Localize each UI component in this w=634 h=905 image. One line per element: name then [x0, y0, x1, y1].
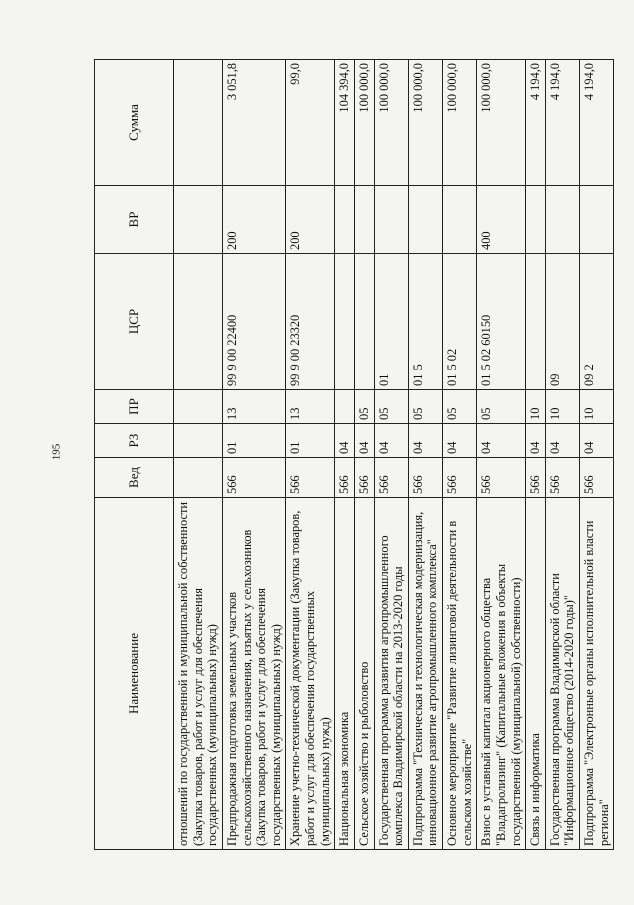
cell-rz: 01	[222, 424, 286, 458]
table-row	[526, 60, 546, 850]
cell-pr: 10	[545, 390, 579, 424]
cell-vr	[354, 186, 374, 254]
page-number: 195	[50, 443, 63, 461]
cell-ved: 566	[443, 458, 477, 498]
table-row	[286, 60, 335, 850]
cell-rz: 04	[545, 424, 579, 458]
table-header-row	[95, 60, 174, 850]
cell-name: Государственная программа Владимирской области "Информационное общество (2014-2020 годы)"	[545, 498, 579, 850]
cell-pr: 05	[477, 390, 526, 424]
cell-sum: 104 394,0	[335, 60, 355, 186]
cell-ved: 566	[374, 458, 408, 498]
cell-name: Сельское хозяйство и рыболовство	[354, 498, 374, 850]
cell-csr: 01 5	[408, 254, 442, 390]
cell-rz: 04	[580, 424, 614, 458]
cell-pr	[335, 390, 355, 424]
cell-rz: 04	[354, 424, 374, 458]
cell-vr	[526, 186, 546, 254]
cell-vr: 200	[286, 186, 335, 254]
cell-sum: 100 000,0	[374, 60, 408, 186]
cell-csr: 09	[545, 254, 579, 390]
cell-pr: 10	[580, 390, 614, 424]
table-row	[335, 60, 355, 850]
cell-ved: 566	[286, 458, 335, 498]
cell-csr	[335, 254, 355, 390]
cell-vr	[408, 186, 442, 254]
cell-pr: 13	[286, 390, 335, 424]
cell-name: Национальная экономика	[335, 498, 355, 850]
cell-name: Связь и информатика	[526, 498, 546, 850]
cell-sum: 3 051,8	[222, 60, 286, 186]
cell-sum: 99,0	[286, 60, 335, 186]
cell-csr: 01 5 02	[443, 254, 477, 390]
cell-vr: 400	[477, 186, 526, 254]
cell-rz: 04	[526, 424, 546, 458]
cell-sum: 100 000,0	[354, 60, 374, 186]
cell-csr: 99 9 00 23320	[286, 254, 335, 390]
cell-ved: 566	[222, 458, 286, 498]
cell-ved: 566	[335, 458, 355, 498]
cell-pr: 13	[222, 390, 286, 424]
cell-rz: 04	[335, 424, 355, 458]
cell-sum: 100 000,0	[477, 60, 526, 186]
header-name: Наименование	[95, 498, 174, 850]
header-pr: ПР	[95, 390, 174, 424]
cell-vr	[545, 186, 579, 254]
budget-table	[94, 59, 614, 850]
cell-vr: 200	[222, 186, 286, 254]
cell-pr: 05	[408, 390, 442, 424]
table-row	[477, 60, 526, 850]
cell-csr	[526, 254, 546, 390]
table-row	[174, 60, 223, 850]
cell-name: Взнос в уставный капитал акционерного общества "Владагролизинг" (Капитальные вложения в объекты государственной (муниципальной) собственности)	[477, 498, 526, 850]
cell-vr	[580, 186, 614, 254]
table-row	[443, 60, 477, 850]
cell-sum: 4 194,0	[545, 60, 579, 186]
cell-csr: 99 9 00 22400	[222, 254, 286, 390]
table-row	[580, 60, 614, 850]
cell-vr	[174, 186, 223, 254]
cell-sum: 4 194,0	[526, 60, 546, 186]
cell-csr: 01	[374, 254, 408, 390]
cell-rz: 04	[477, 424, 526, 458]
cell-rz: 04	[408, 424, 442, 458]
cell-vr	[374, 186, 408, 254]
cell-sum: 100 000,0	[443, 60, 477, 186]
cell-name: отношений по государственной и муниципальной собственности (Закупка товаров, работ и услуг для обеспечения государственных (муниципальных) нужд)	[174, 498, 223, 850]
cell-rz: 04	[443, 424, 477, 458]
cell-pr: 05	[443, 390, 477, 424]
table-row	[354, 60, 374, 850]
cell-csr: 09 2	[580, 254, 614, 390]
cell-ved: 566	[408, 458, 442, 498]
table-row	[222, 60, 286, 850]
cell-ved: 566	[477, 458, 526, 498]
cell-vr	[335, 186, 355, 254]
cell-pr	[174, 390, 223, 424]
cell-ved	[174, 458, 223, 498]
cell-pr: 05	[354, 390, 374, 424]
cell-name: Предпродажная подготовка земельных участков сельскохозяйственного назначения, изъятых у сельхозников (Закупка товаров, работ и услуг для обеспечения государственных (муниципальных) нужд)	[222, 498, 286, 850]
cell-sum: 100 000,0	[408, 60, 442, 186]
table-row	[545, 60, 579, 850]
cell-rz	[174, 424, 223, 458]
cell-csr	[174, 254, 223, 390]
table-row	[374, 60, 408, 850]
table-row	[408, 60, 442, 850]
cell-name: Государственная программа развития агропромышленного комплекса Владимирской области на 2013-2020 годы	[374, 498, 408, 850]
rotated-page-content	[94, 60, 611, 850]
cell-rz: 01	[286, 424, 335, 458]
cell-sum	[174, 60, 223, 186]
cell-name: Подпрограмма "Техническая и технологическая модернизация, инновационное развитие агропромышленного комплекса"	[408, 498, 442, 850]
cell-csr: 01 5 02 60150	[477, 254, 526, 390]
cell-pr: 10	[526, 390, 546, 424]
cell-vr	[443, 186, 477, 254]
header-ved: Вед	[95, 458, 174, 498]
cell-ved: 566	[354, 458, 374, 498]
cell-sum: 4 194,0	[580, 60, 614, 186]
cell-rz: 04	[374, 424, 408, 458]
header-csr: ЦСР	[95, 254, 174, 390]
header-rz: РЗ	[95, 424, 174, 458]
cell-name: Основное мероприятие "Развитие лизинговой деятельности в сельском хозяйстве"	[443, 498, 477, 850]
cell-ved: 566	[526, 458, 546, 498]
cell-ved: 566	[580, 458, 614, 498]
cell-csr	[354, 254, 374, 390]
cell-name: Хранение учетно-технической документации (Закупка товаров, работ и услуг для обеспечения государственных (муниципальных) нужд)	[286, 498, 335, 850]
cell-ved: 566	[545, 458, 579, 498]
cell-name: Подпрограмма "Электронные органы исполнительной власти региона"	[580, 498, 614, 850]
header-vr: ВР	[95, 186, 174, 254]
header-sum: Сумма	[95, 60, 174, 186]
cell-pr: 05	[374, 390, 408, 424]
